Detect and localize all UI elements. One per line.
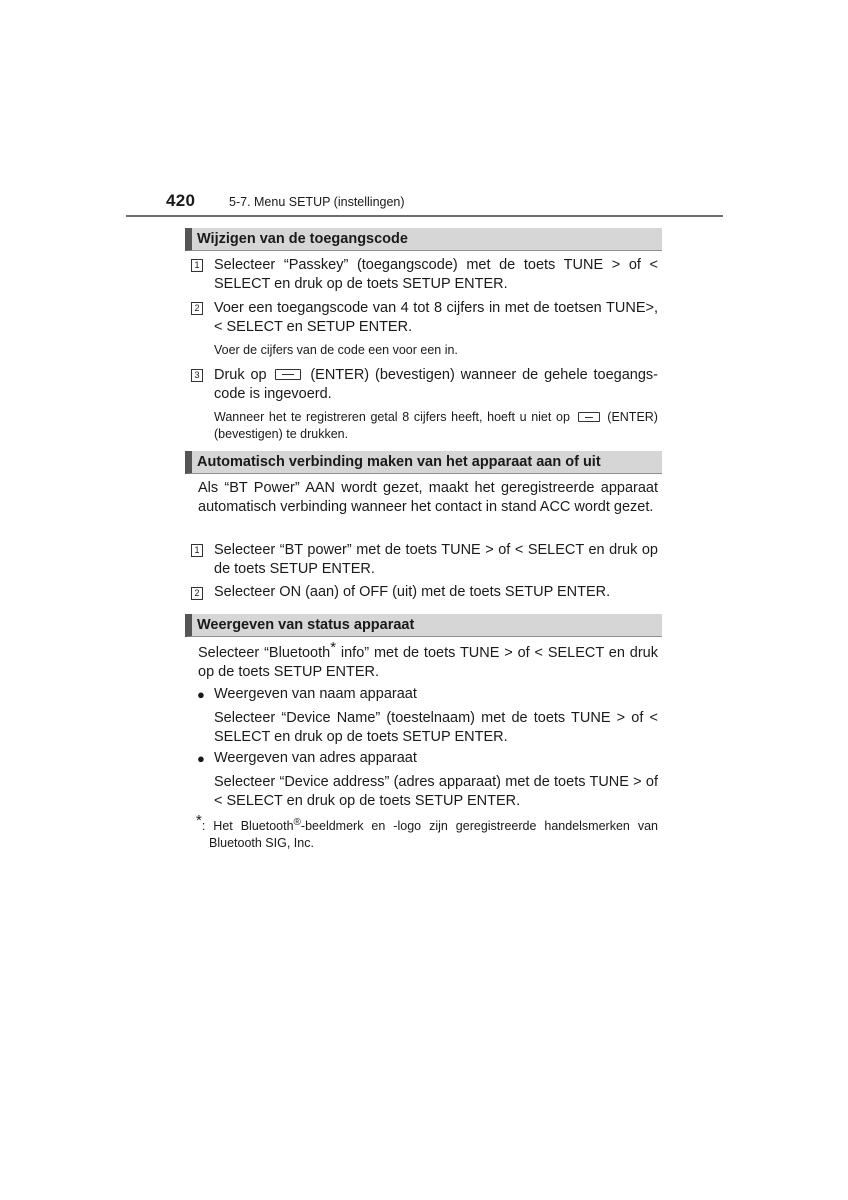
step-text [214, 366, 658, 404]
section-path: 5-7. Menu SETUP (instellingen) [229, 195, 405, 209]
step-text: Selecteer “Passkey” (toegangscode) met de toets TUNE > of < SELECT en druk op de toets SETUP ENTER. [214, 257, 658, 292]
registered-mark: ® [293, 816, 301, 828]
note-text-before: Wanneer het te registreren getal 8 cijfers heeft, hoeft u niet op [214, 410, 570, 424]
section-heading-device-status: Weergeven van status apparaat [185, 614, 662, 637]
bullet-text: Selecteer “Device address” (adres apparaat) met de toets TUNE > of < SELECT en druk op de toets SETUP ENTER. [214, 774, 658, 809]
footnote [196, 812, 658, 852]
note-text-after: (ENTER) (bevestigen) te drukken. [214, 410, 658, 441]
section-intro: Als “BT Power” AAN wordt gezet, maakt het geregistreerde apparaat automatisch verbinding wanneer het contact in stand ACC wordt gezet. [198, 480, 658, 515]
bullet-text: Selecteer “Device Name” (toestelnaam) met de toets TUNE > of < SELECT en druk op de toets SETUP ENTER. [214, 710, 658, 745]
intro-after: info” met de toets TUNE > of < SELECT en druk op de toets SETUP ENTER. [198, 645, 658, 680]
step-text-before: Druk op [214, 367, 267, 383]
step-text: Selecteer “BT power” met de toets TUNE > of < SELECT en druk op de toets SETUP ENTER. [214, 542, 658, 577]
bullet-title: Weergeven van adres apparaat [214, 750, 417, 766]
intro-before: Selecteer “Bluetooth [198, 645, 331, 661]
step-number-box: 1 [191, 544, 203, 557]
step-note: Voer de cijfers van de code een voor een in. [214, 343, 458, 357]
header-divider [126, 215, 723, 217]
section-heading-passcode: Wijzigen van de toegangscode [185, 228, 662, 251]
footnote-after: -beeldmerk en -logo zijn geregistreerde handelsmerken van Bluetooth SIG, Inc. [209, 819, 658, 850]
step-text-after: (ENTER) (bevestigen) wanneer de gehele toegangs-code is ingevoerd. [214, 367, 658, 402]
bullet-icon: ● [197, 687, 205, 702]
footnote-mark: * [196, 812, 202, 829]
step-number-box: 1 [191, 259, 203, 272]
step-number-box: 2 [191, 587, 203, 600]
page-number: 420 [166, 191, 196, 210]
step-text: Voer een toegangscode van 4 tot 8 cijfers in met de toetsen TUNE>, < SELECT en SETUP ENTER. [214, 300, 658, 335]
step-number-box: 2 [191, 302, 203, 315]
section-intro [198, 639, 658, 682]
step-note [214, 409, 658, 443]
enter-button-icon [578, 412, 600, 422]
section-heading-auto-connect: Automatisch verbinding maken van het apparaat aan of uit [185, 451, 662, 474]
footnote-mark: * [330, 639, 337, 656]
enter-button-icon [275, 369, 301, 380]
bullet-title: Weergeven van naam apparaat [214, 686, 417, 702]
step-text: Selecteer ON (aan) of OFF (uit) met de toets SETUP ENTER. [214, 584, 611, 600]
step-number-box: 3 [191, 369, 203, 382]
footnote-before: : Het Bluetooth [201, 819, 294, 833]
bullet-icon: ● [197, 751, 205, 766]
